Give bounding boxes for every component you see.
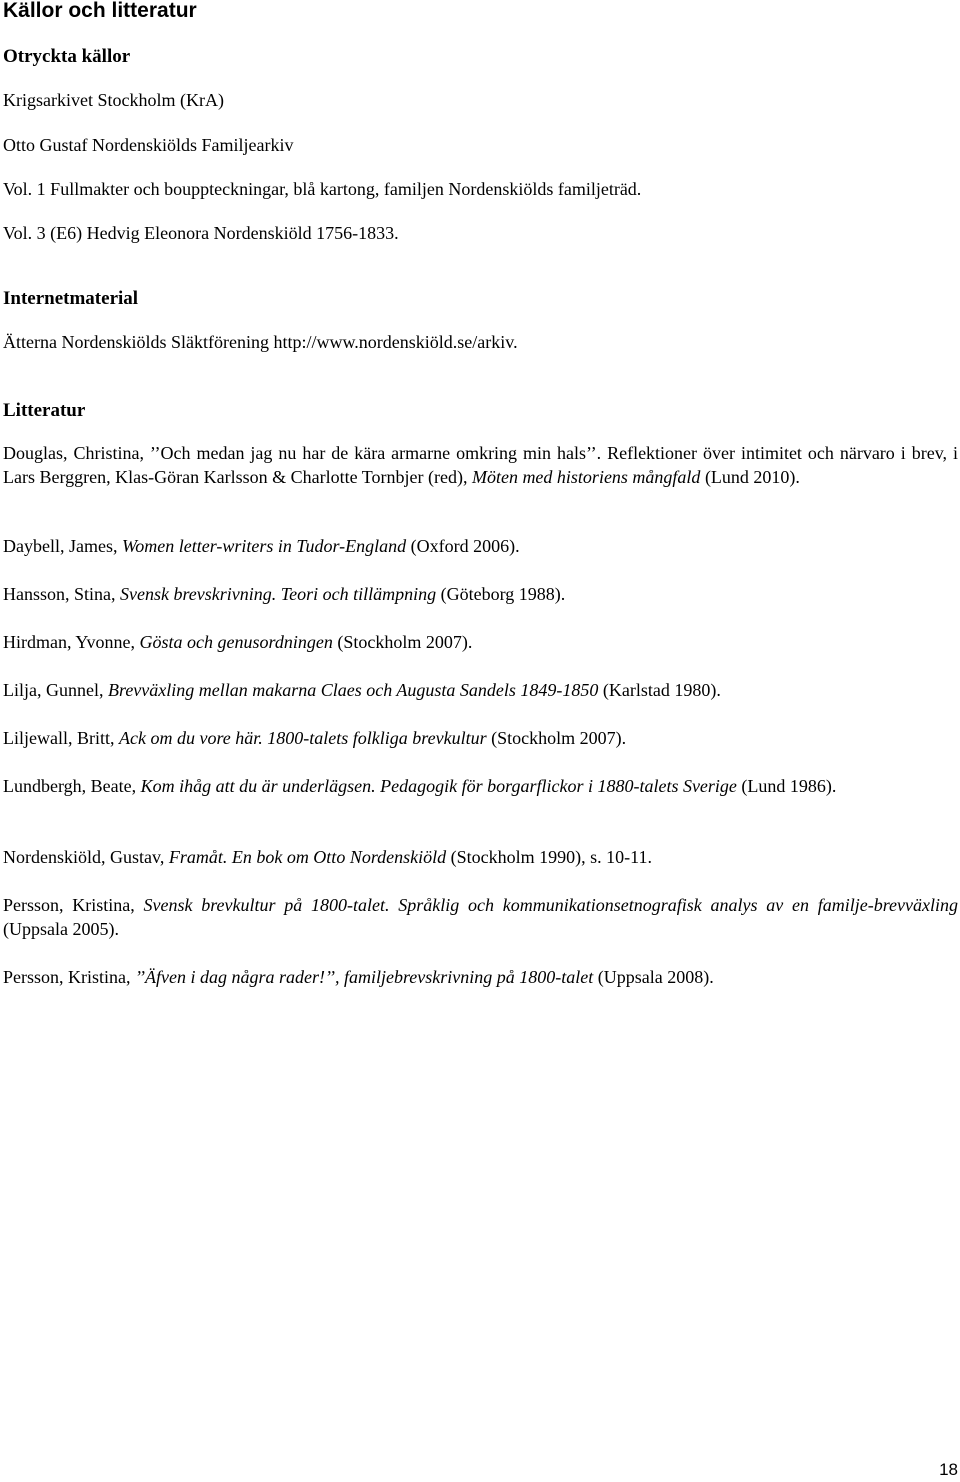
reference-title: Brevväxling mellan makarna Claes och Augusta Sandels 1849-1850 — [107, 680, 599, 700]
collection-name: Otto Gustaf Nordenskiölds Familjearkiv — [3, 135, 294, 155]
page-title: Källor och litteratur — [3, 0, 197, 22]
reference-text: (Stockholm 2007). — [486, 728, 627, 748]
reference-entry — [3, 727, 958, 751]
reference-entry — [3, 679, 958, 703]
reference-entry — [3, 846, 958, 870]
reference-text: (Lund 2010). — [700, 466, 800, 487]
reference-title: Svensk brevskrivning. Teori och tillämpning — [120, 584, 437, 604]
reference-entry — [3, 894, 958, 941]
reference-text: (Stockholm 2007). — [332, 632, 473, 652]
reference-title: Möten med historiens mångfald — [471, 466, 701, 487]
section-heading-internet: Internetmaterial — [3, 288, 139, 309]
reference-text: Nordenskiöld, Gustav, — [3, 847, 169, 867]
reference-entry — [3, 775, 958, 799]
reference-title: Gösta och genusordningen — [139, 632, 333, 652]
reference-text: Lundbergh, Beate, — [3, 776, 141, 796]
reference-text: Liljewall, Britt, — [3, 728, 119, 748]
reference-entry — [3, 442, 958, 489]
reference-text: Douglas, Christina, ’’Och medan jag nu har de kära armarne omkring min hals’’. Reflektioner över intimitet och närvaro i brev, i Lars Berggren, Klas-Göran Karlsson & Charlotte Tornbjer (red), — [3, 443, 958, 487]
reference-text: (Karlstad 1980). — [598, 680, 721, 700]
reference-text: Persson, Kristina, — [3, 895, 144, 915]
reference-title: ’’Äfven i dag några rader!’’, familjebrevskrivning på 1800-talet — [135, 967, 594, 987]
archive-name: Krigsarkivet Stockholm (KrA) — [3, 90, 224, 110]
reference-title: Women letter-writers in Tudor-England — [121, 536, 407, 556]
volume-entry: Vol. 3 (E6) Hedvig Eleonora Nordenskiöld 1756-1833. — [3, 223, 399, 243]
reference-text: (Uppsala 2008). — [593, 967, 714, 987]
reference-text: Hansson, Stina, — [3, 584, 120, 604]
reference-text: (Stockholm 1990), s. 10-11. — [446, 847, 652, 867]
reference-text: Persson, Kristina, — [3, 967, 135, 987]
reference-title: Svensk brevkultur på 1800-talet. Språklig och kommunikationsetnografisk analys av en familje-brevväxling — [143, 895, 958, 915]
reference-entry — [3, 966, 958, 990]
reference-text: (Uppsala 2005). — [3, 918, 119, 939]
reference-entry — [3, 631, 958, 655]
reference-entry — [3, 583, 958, 607]
reference-entry — [3, 535, 958, 559]
reference-text: (Göteborg 1988). — [436, 584, 566, 604]
reference-title: Kom ihåg att du är underlägsen. Pedagogik för borgarflickor i 1880-talets Sverige — [140, 776, 737, 796]
reference-title: Ack om du vore här. 1800-talets folkliga brevkultur — [118, 728, 487, 748]
reference-text: (Oxford 2006). — [406, 536, 520, 556]
reference-text: Daybell, James, — [3, 536, 122, 556]
page-number: 18 — [939, 1460, 958, 1479]
reference-text: Lilja, Gunnel, — [3, 680, 108, 700]
volume-entry: Vol. 1 Fullmakter och bouppteckningar, blå kartong, familjen Nordenskiölds familjeträd. — [3, 179, 642, 199]
reference-title: Framåt. En bok om Otto Nordenskiöld — [168, 847, 447, 867]
internet-entry: Ätterna Nordenskiölds Släktförening http://www.nordenskiöld.se/arkiv. — [3, 332, 518, 352]
section-heading-literature: Litteratur — [3, 400, 86, 421]
section-heading-unprinted: Otryckta källor — [3, 46, 131, 67]
reference-text: (Lund 1986). — [736, 776, 837, 796]
reference-text: Hirdman, Yvonne, — [3, 632, 140, 652]
